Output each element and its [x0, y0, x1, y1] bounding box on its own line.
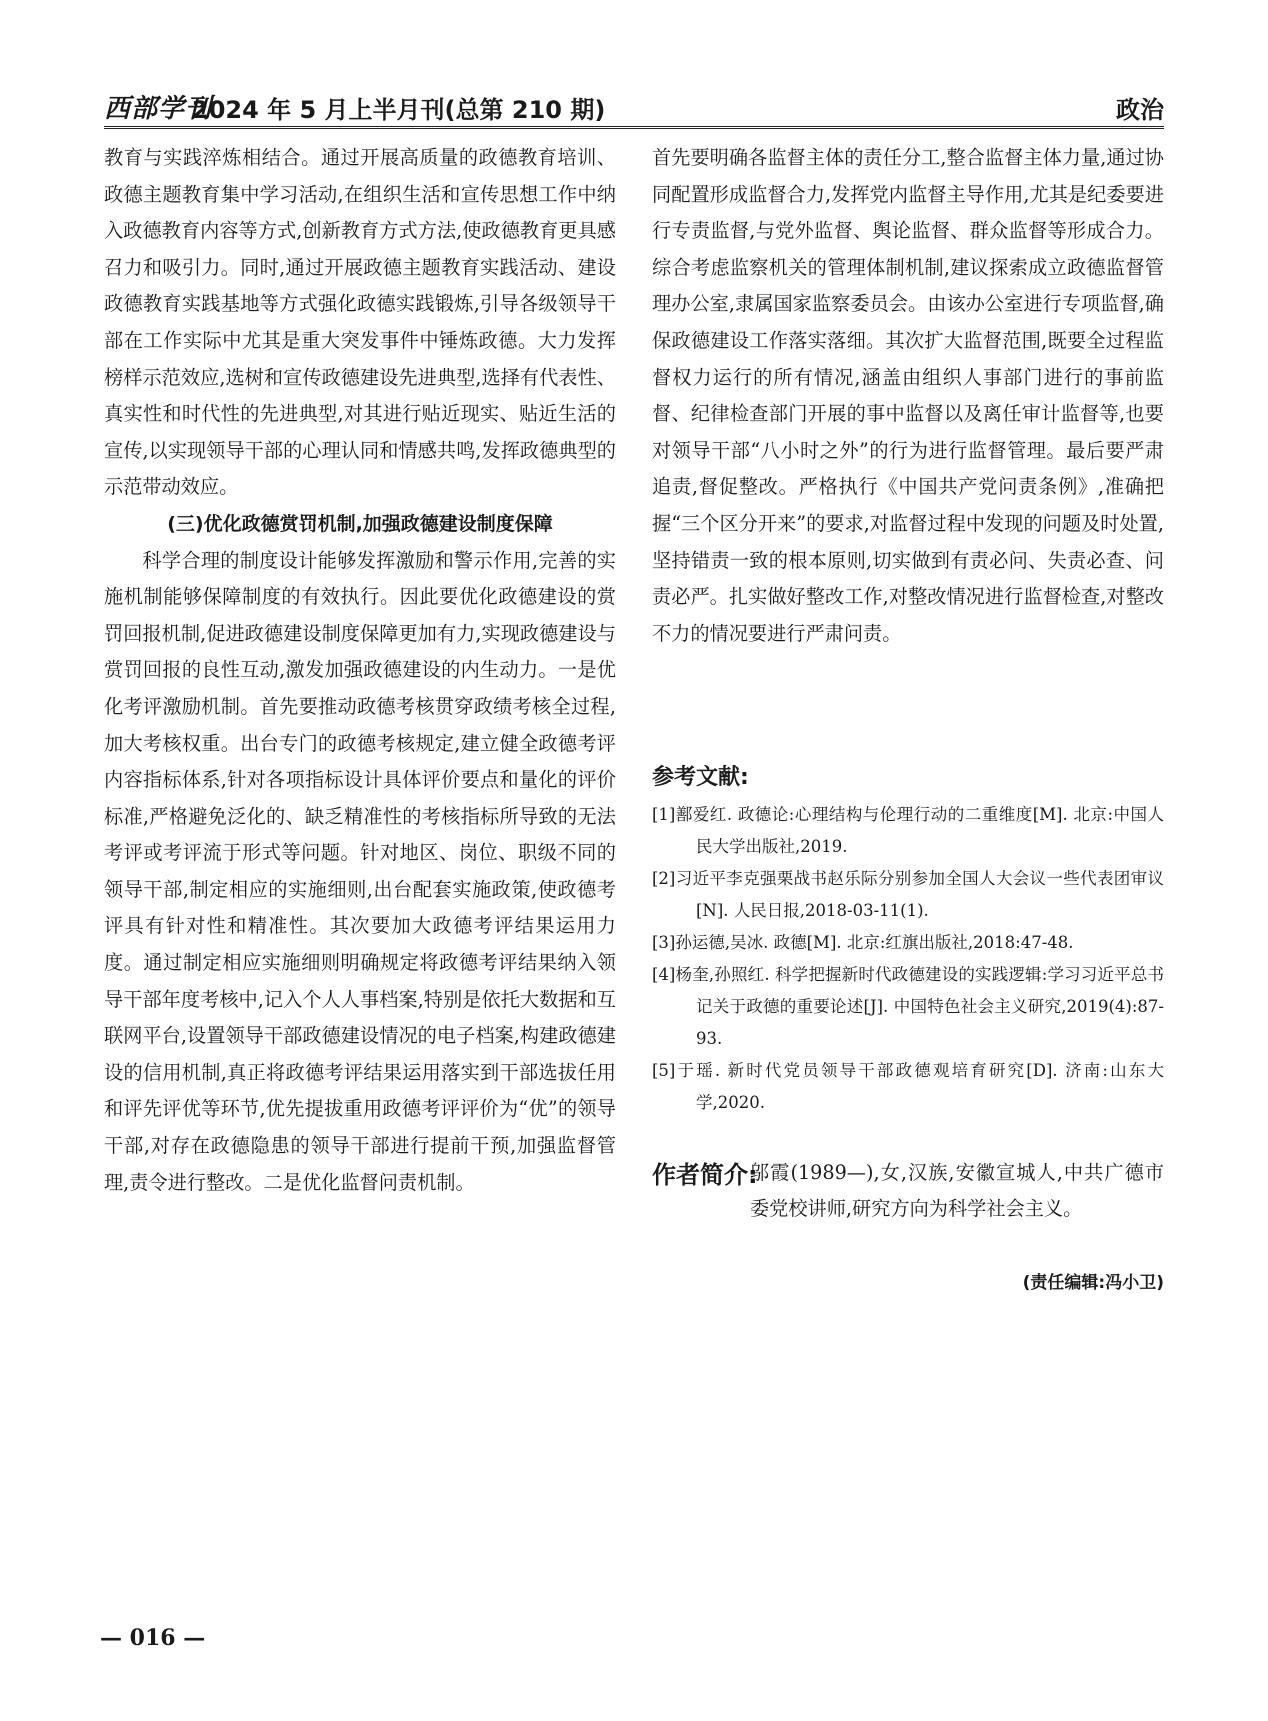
- issue-info: 2024 年 5 月上半月刊(总第 210 期): [192, 96, 606, 124]
- reference-item: [3]孙运德,吴冰. 政德[M]. 北京:红旗出版社,2018:47-48.: [652, 933, 1074, 952]
- reference-item: [5]于瑶. 新时代党员领导干部政德观培育研究[D]. 济南:山东大学,2020.: [652, 1061, 1164, 1112]
- section-name: 政治: [1116, 96, 1164, 124]
- journal-logo: 西部学刊: [104, 94, 213, 124]
- author-text: 邬霞(1989—),女,汉族,安徽宣城人,中共广德市委党校讲师,研究方向为科学社会主义。: [750, 1161, 1164, 1220]
- section-subheading: (三)优化政德赏罚机制,加强政德建设制度保障: [167, 512, 553, 535]
- author-label: 作者简介:: [652, 1161, 758, 1189]
- reference-item: [2]习近平李克强栗战书赵乐际分别参加全国人大会议一些代表团审议[N]. 人民日报,2018-03-11(1).: [652, 869, 1164, 920]
- page-header: [104, 88, 1164, 128]
- body-paragraph: 教育与实践淬炼相结合。通过开展高质量的政德教育培训、政德主题教育集中学习活动,在组织生活和宣传思想工作中纳入政德教育内容等方式,创新教育方式方法,使政德教育更具感召力和吸引力。同时,通过开展政德主题教育实践活动、建设政德教育实践基地等方式强化政德实践锻炼,引导各级领导干部在工作实际中尤其是重大突发事件中锤炼政德。大力发挥榜样示范效应,选树和宣传政德建设先进典型,选择有代表性、真实性和时代性的先进典型,对其进行贴近现实、贴近生活的宣传,以实现领导干部的心理认同和情感共鸣,发挥政德典型的示范带动效应。: [104, 146, 616, 499]
- reference-item: [1]鄯爱红. 政德论:心理结构与伦理行动的二重维度[M]. 北京:中国人民大学出版社,2019.: [652, 805, 1164, 856]
- reference-item: [4]杨奎,孙照红. 科学把握新时代政德建设的实践逻辑:学习习近平总书记关于政德的重要论述[J]. 中国特色社会主义研究,2019(4):87-93.: [652, 965, 1164, 1048]
- page-number: — 016 —: [100, 1625, 206, 1651]
- body-paragraph: 科学合理的制度设计能够发挥激励和警示作用,完善的实施机制能够保障制度的有效执行。因此要优化政德建设的赏罚回报机制,促进政德建设制度保障更加有力,实现政德建设与赏罚回报的良性互动,激发加强政德建设的内生动力。一是优化考评激励机制。首先要推动政德考核贯穿政绩考核全过程,加大考核权重。出台专门的政德考核规定,建立健全政德考评内容指标体系,针对各项指标设计具体评价要点和量化的评价标准,严格避免泛化的、缺乏精准性的考核指标所导致的无法考评或考评流于形式等问题。针对地区、岗位、职级不同的领导干部,制定相应的实施细则,出台配套实施政策,使政德考评具有针对性和精准性。其次要加大政德考评结果运用力度。通过制定相应实施细则明确规定将政德考评结果纳入领导干部年度考核中,记入个人人事档案,特别是依托大数据和互联网平台,设置领导干部政德建设情况的电子档案,构建政德建设的信用机制,真正将政德考评结果运用落实到干部选拔任用和评先评优等环节,优先提拔重用政德考评评价为“优”的领导干部,对存在政德隐患的领导干部进行提前干预,加强监督管理,责令进行整改。二是优化监督问责机制。: [104, 548, 616, 1194]
- body-paragraph: 首先要明确各监督主体的责任分工,整合监督主体力量,通过协同配置形成监督合力,发挥党内监督主导作用,尤其是纪委要进行专责监督,与党外监督、舆论监督、群众监督等形成合力。综合考虑监察机关的管理体制机制,建议探索成立政德监督管理办公室,隶属国家监察委员会。由该办公室进行专项监督,确保政德建设工作落实落细。其次扩大监督范围,既要全过程监督权力运行的所有情况,涵盖由组织人事部门进行的事前监督、纪律检查部门开展的事中监督以及离任审计监督等,也要对领导干部“八小时之外”的行为进行监督管理。最后要严肃追责,督促整改。严格执行《中国共产党问责条例》,准确把握“三个区分开来”的要求,对监督过程中发现的问题及时处置,坚持错责一致的根本原则,切实做到有责必问、失责必查、问责必严。扎实做好整改工作,对整改情况进行监督检查,对整改不力的情况要进行严肃问责。: [652, 146, 1164, 645]
- references-title: 参考文献:: [652, 765, 749, 790]
- responsible-editor: (责任编辑:冯小卫): [1022, 1273, 1164, 1293]
- header-divider: [104, 126, 1164, 129]
- left-column: [104, 140, 616, 1201]
- references-section: [652, 760, 1164, 1119]
- right-column: [652, 140, 1164, 652]
